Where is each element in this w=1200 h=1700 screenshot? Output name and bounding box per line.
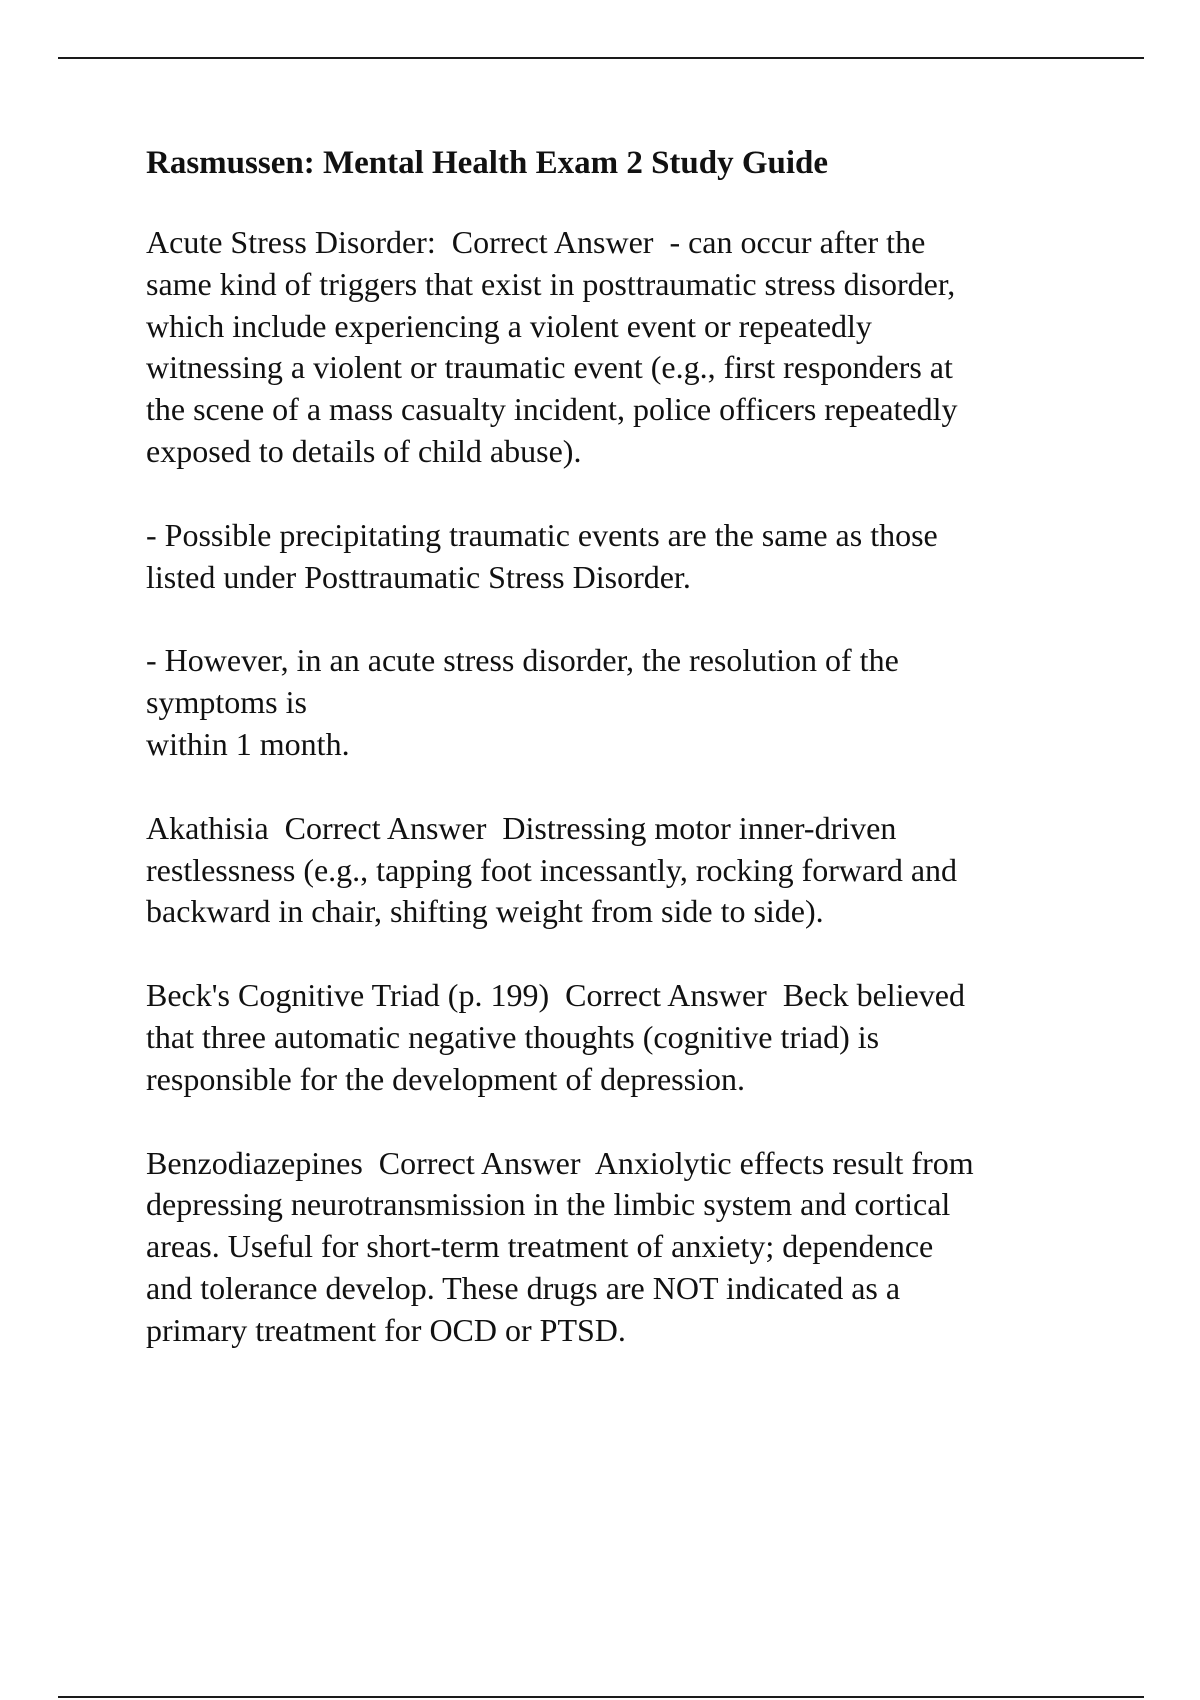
entry-becks-cognitive-triad: [146, 975, 1106, 1100]
document-title: Rasmussen: Mental Health Exam 2 Study Guide: [146, 145, 829, 181]
text-line: listed under Posttraumatic Stress Disorder.: [146, 558, 691, 595]
text-line: and tolerance develop. These drugs are NOT indicated as a: [146, 1269, 901, 1306]
text-line: Beck's Cognitive Triad (p. 199) Correct Answer Beck believed: [146, 977, 965, 1014]
text-line: depressing neurotransmission in the limbic system and cortical: [146, 1186, 951, 1223]
text-line: same kind of triggers that exist in posttraumatic stress disorder,: [146, 265, 956, 302]
text-line: that three automatic negative thoughts (cognitive triad) is: [146, 1018, 880, 1055]
text-line: restlessness (e.g., tapping foot incessantly, rocking forward and: [146, 851, 958, 888]
text-line: Benzodiazepines Correct Answer Anxiolytic effects result from: [146, 1144, 974, 1181]
text-line: - Possible precipitating traumatic events are the same as those: [146, 516, 938, 553]
text-line: Acute Stress Disorder: Correct Answer - can occur after the: [146, 224, 926, 260]
footer-rule: [58, 1696, 1144, 1698]
text-line: symptoms is: [146, 684, 307, 721]
text-line: which include experiencing a violent event or repeatedly: [146, 307, 872, 344]
text-line: backward in chair, shifting weight from side to side).: [146, 893, 824, 930]
text-line: areas. Useful for short-term treatment of anxiety; dependence: [146, 1228, 934, 1265]
text-line: within 1 month.: [146, 725, 350, 762]
note-resolution: [146, 640, 1106, 765]
text-line: primary treatment for OCD or PTSD.: [146, 1311, 626, 1348]
text-line: the scene of a mass casualty incident, police officers repeatedly: [146, 391, 958, 428]
text-line: Akathisia Correct Answer Distressing motor inner-driven: [146, 809, 897, 846]
entry-akathisia: [146, 808, 1106, 933]
entry-benzodiazepines: [146, 1143, 1106, 1352]
header-rule: [58, 57, 1144, 59]
text-line: witnessing a violent or traumatic event (e.g., first responders at: [146, 349, 953, 386]
text-line: responsible for the development of depression.: [146, 1060, 745, 1097]
document-body: [146, 142, 1106, 1394]
note-precipitating-events: [146, 515, 1106, 599]
entry-acute-stress-disorder: [146, 222, 1106, 473]
text-line: exposed to details of child abuse).: [146, 432, 582, 469]
text-line: - However, in an acute stress disorder, the resolution of the: [146, 642, 899, 679]
